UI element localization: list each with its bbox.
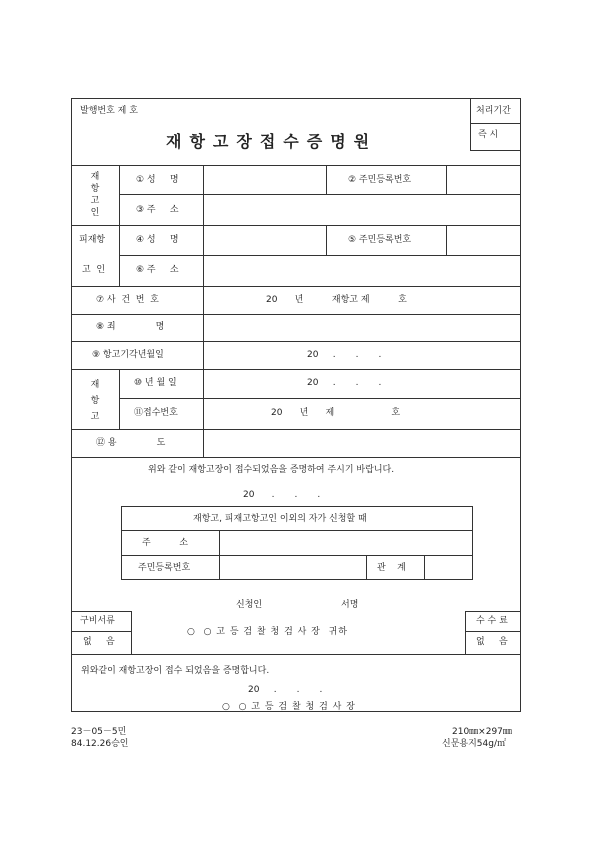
divider (71, 341, 521, 342)
fee-label: 수 수 료 (476, 616, 508, 626)
purpose-field[interactable] (204, 430, 520, 457)
reappeal-date-label: ⑩ 년 월 일 (134, 378, 177, 388)
certification-statement: 위와같이 재항고장이 접수 되었음을 증명합니다. (81, 666, 270, 676)
third-party-title: 재항고, 피재고항고인 이외의 자가 신청할 때 (193, 514, 367, 524)
dismissal-date-label: ⑨ 항고기각년월일 (92, 350, 164, 360)
respondent-label-top: 피재항 (79, 235, 106, 245)
processing-period-label: 처리기간 (476, 106, 511, 116)
relation-field[interactable] (425, 556, 472, 580)
respondent-name-label: ④ 성 명 (136, 235, 179, 245)
documents-value: 없 음 (83, 637, 115, 647)
paper-type: 신문용지54g/㎡ (442, 739, 506, 749)
dismissal-date-value: 20 . . . (307, 350, 382, 360)
purpose-label: ⑫ 용 도 (96, 438, 166, 448)
appellant-address-label: ③ 주 소 (136, 205, 179, 215)
divider (119, 369, 120, 429)
reappeal-label: 재 항 고 (90, 380, 100, 422)
divider (470, 123, 521, 124)
appellant-label: 재 항 고 인 (90, 172, 100, 218)
third-party-rrn-field[interactable] (220, 556, 366, 580)
divider (71, 457, 521, 458)
relation-label: 관 계 (377, 563, 406, 573)
appellant-address-field[interactable] (204, 195, 520, 225)
divider (71, 654, 521, 655)
request-date: 20 . . . (243, 490, 321, 500)
appellant-rrn-label: ② 주민등록번호 (348, 175, 412, 185)
signature-label: 서명 (341, 600, 359, 610)
respondent-address-label: ⑥ 주 소 (136, 265, 179, 275)
divider (71, 286, 521, 287)
divider (71, 631, 131, 632)
divider (465, 631, 521, 632)
divider (119, 165, 120, 286)
charge-label: ⑧ 죄 명 (96, 322, 165, 332)
receipt-number-value: 20 년 제 호 (271, 408, 401, 418)
divider (131, 611, 132, 654)
documents-label: 구비서류 (80, 616, 115, 626)
third-party-address-label: 주 소 (142, 538, 188, 548)
fee-value: 없 음 (476, 637, 508, 647)
divider (71, 611, 131, 612)
applicant-label: 신청인 (236, 600, 263, 610)
certification-issuer: ○ ○ 고 등 검 찰 청 검 사 장 (222, 702, 356, 712)
approval-date: 84.12.26승인 (71, 739, 129, 749)
respondent-name-field[interactable] (204, 226, 326, 255)
third-party-rrn-label: 주민등록번호 (138, 563, 191, 573)
appellant-rrn-field[interactable] (447, 166, 520, 194)
respondent-label-bottom: 고 인 (82, 265, 106, 275)
form-number: 23－05－5민 (71, 727, 127, 737)
respondent-rrn-field[interactable] (447, 226, 520, 255)
respondent-address-field[interactable] (204, 256, 520, 286)
divider (470, 98, 471, 150)
divider (465, 611, 521, 612)
respondent-rrn-label: ⑤ 주민등록번호 (348, 235, 412, 245)
divider (119, 398, 521, 399)
divider (326, 165, 327, 194)
third-party-address-field[interactable] (220, 531, 472, 555)
processing-period-value: 즉 시 (478, 130, 499, 140)
reappeal-date-value: 20 . . . (307, 378, 382, 388)
issue-number: 발행번호 제 호 (80, 106, 138, 116)
divider (366, 555, 367, 580)
receipt-number-label: ⑪접수번호 (134, 408, 178, 418)
appellant-name-field[interactable] (204, 166, 326, 194)
divider (326, 225, 327, 255)
paper-size: 210㎜×297㎜ (452, 727, 512, 737)
case-number-value: 20 년 재항고 제 호 (266, 295, 407, 305)
divider (470, 150, 521, 151)
page-title: 재항고장접수증명원 (166, 132, 378, 151)
recipient: ○ ○ 고 등 검 찰 청 검 사 장 귀하 (187, 627, 348, 637)
divider (71, 369, 521, 370)
certification-date: 20 . . . (248, 685, 323, 695)
charge-field[interactable] (204, 315, 520, 341)
request-statement: 위와 같이 재항고장이 접수되었음을 증명하여 주시기 바랍니다. (148, 465, 395, 475)
appellant-name-label: ① 성 명 (136, 175, 179, 185)
divider (465, 611, 466, 654)
case-number-label: ⑦ 사 건 번 호 (96, 295, 159, 305)
